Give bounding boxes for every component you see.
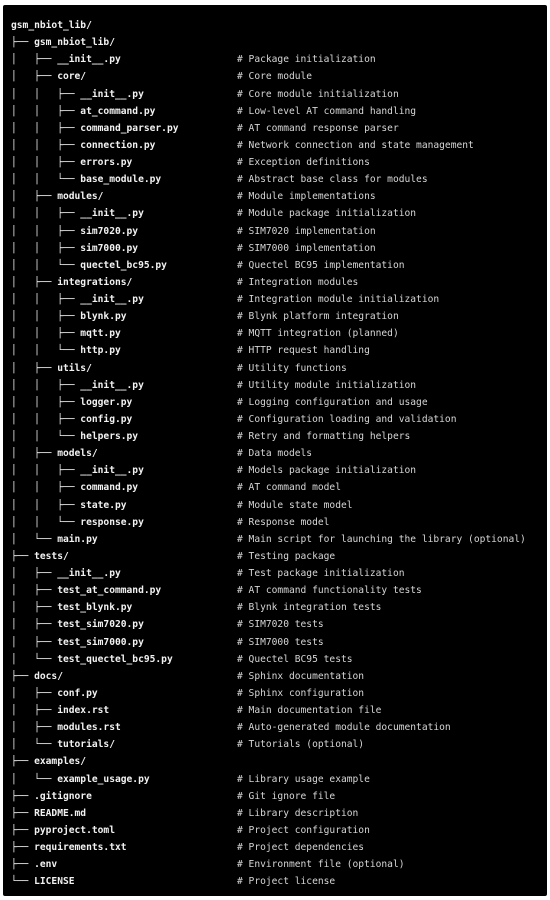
tree-entry: gsm_nbiot_lib/	[11, 20, 92, 31]
tree-comment: # Test package initialization	[237, 568, 405, 579]
tree-row	[11, 531, 547, 548]
tree-comment: # Exception definitions	[237, 157, 370, 168]
tree-comment: # SIM7020 implementation	[237, 225, 376, 237]
tree-entry: │ ├── test_sim7000.py	[11, 636, 144, 648]
tree-comment: # Library usage example	[237, 773, 370, 785]
tree-entry: │ └── tutorials/	[11, 739, 115, 751]
tree-comment: # Main documentation file	[237, 705, 382, 716]
tree-entry: │ ├── models/	[11, 448, 98, 460]
tree-entry: ├── gsm_nbiot_lib/	[11, 37, 115, 49]
tree-row	[11, 51, 547, 68]
tree-row	[11, 86, 547, 103]
tree-row	[11, 497, 547, 514]
tree-comment: # Project configuration	[237, 824, 370, 836]
tree-comment: # Configuration loading and validation	[237, 413, 457, 425]
tree-row	[11, 428, 547, 445]
tree-comment: # Logging configuration and usage	[237, 396, 428, 408]
tree-comment: # AT command response parser	[237, 122, 399, 134]
tree-row	[11, 582, 547, 599]
tree-comment: # Environment file (optional)	[237, 859, 405, 871]
tree-comment: # Project dependencies	[237, 842, 365, 853]
tree-comment: # Testing package	[237, 550, 336, 562]
tree-comment: # Blynk platform integration	[237, 311, 399, 323]
tree-entry: ├── .gitignore	[11, 790, 92, 802]
tree-row	[11, 68, 547, 85]
tree-entry: ├── pyproject.toml	[11, 824, 115, 836]
tree-comment: # Sphinx configuration	[237, 687, 365, 699]
tree-row	[11, 103, 547, 120]
tree-entry: │ │ ├── sim7020.py	[11, 225, 139, 237]
tree-comment: # Response model	[237, 516, 330, 528]
tree-row	[11, 685, 547, 702]
tree-comment: # SIM7000 implementation	[237, 242, 376, 254]
tree-comment: # Models package initialization	[237, 465, 417, 477]
tree-row	[11, 240, 547, 257]
tree-entry: ├── examples/	[11, 756, 87, 768]
terminal-window	[3, 5, 547, 896]
tree-row	[11, 788, 547, 805]
tree-row	[11, 736, 547, 753]
tree-comment: # MQTT integration (planned)	[237, 328, 399, 340]
tree-row	[11, 462, 547, 479]
tree-entry: │ ├── index.rst	[11, 705, 110, 716]
tree-comment: # Library description	[237, 807, 359, 819]
tree-row	[11, 154, 547, 171]
tree-row	[11, 411, 547, 428]
tree-row	[11, 137, 547, 154]
tree-comment: # Quectel BC95 implementation	[237, 259, 405, 271]
tree-entry: │ ├── __init__.py	[11, 568, 121, 579]
tree-comment: # Integration module initialization	[237, 294, 440, 305]
tree-entry: │ └── main.py	[11, 533, 98, 545]
tree-comment: # AT command model	[237, 482, 341, 494]
tree-row	[11, 188, 547, 205]
tree-row	[11, 342, 547, 359]
tree-entry: │ ├── test_blynk.py	[11, 602, 133, 614]
tree-comment: # Project license	[237, 876, 336, 888]
tree-row	[11, 223, 547, 240]
tree-entry: │ │ ├── sim7000.py	[11, 242, 139, 254]
tree-row	[11, 616, 547, 633]
tree-row	[11, 873, 547, 890]
tree-comment: # Utility module initialization	[237, 379, 417, 391]
tree-row	[11, 634, 547, 651]
tree-row	[11, 377, 547, 394]
tree-row	[11, 445, 547, 462]
tree-entry: │ ├── __init__.py	[11, 54, 121, 66]
tree-comment: # HTTP request handling	[237, 345, 370, 357]
tree-entry: │ │ └── base_module.py	[11, 174, 162, 186]
tree-entry: │ └── test_quectel_bc95.py	[11, 653, 173, 665]
tree-row	[11, 514, 547, 531]
tree-comment: # Core module initialization	[237, 88, 399, 100]
tree-entry: │ ├── modules/	[11, 191, 104, 203]
tree-comment: # Data models	[237, 448, 313, 460]
tree-entry: │ │ ├── state.py	[11, 499, 127, 511]
tree-comment: # Quectel BC95 tests	[237, 653, 353, 665]
tree-row	[11, 599, 547, 616]
tree-comment: # Auto-generated module documentation	[237, 722, 451, 734]
tree-entry: │ ├── modules.rst	[11, 722, 121, 734]
tree-entry: │ │ ├── blynk.py	[11, 311, 127, 323]
tree-comment: # SIM7000 tests	[237, 636, 324, 648]
tree-entry: │ │ ├── __init__.py	[11, 379, 144, 391]
tree-entry: ├── .env	[11, 859, 58, 871]
tree-row	[11, 394, 547, 411]
tree-entry: │ │ └── response.py	[11, 516, 144, 528]
tree-comment: # AT command functionality tests	[237, 585, 422, 597]
tree-comment: # Git ignore file	[237, 790, 336, 802]
tree-entry: ├── requirements.txt	[11, 842, 127, 853]
tree-entry: │ ├── conf.py	[11, 687, 98, 699]
tree-entry: │ │ ├── __init__.py	[11, 88, 144, 100]
directory-tree	[11, 17, 547, 890]
tree-entry: │ │ ├── at_command.py	[11, 105, 156, 117]
tree-row	[11, 856, 547, 873]
tree-row	[11, 805, 547, 822]
tree-row	[11, 325, 547, 342]
tree-comment: # Low-level AT command handling	[237, 105, 417, 117]
tree-entry: ├── README.md	[11, 807, 87, 819]
tree-entry: │ │ ├── mqtt.py	[11, 328, 121, 340]
tree-comment: # Network connection and state management	[237, 139, 474, 151]
tree-row	[11, 565, 547, 582]
tree-comment: # Package initialization	[237, 54, 376, 66]
tree-row	[11, 34, 547, 51]
tree-comment: # Main script for launching the library (optional)	[237, 533, 526, 545]
tree-row	[11, 171, 547, 188]
tree-comment: # Integration modules	[237, 276, 359, 288]
tree-entry: │ │ └── quectel_bc95.py	[11, 259, 167, 271]
tree-row	[11, 360, 547, 377]
tree-comment: # Tutorials (optional)	[237, 739, 365, 751]
tree-row	[11, 702, 547, 719]
tree-row	[11, 822, 547, 839]
tree-entry: │ │ ├── command.py	[11, 482, 139, 494]
tree-entry: ├── tests/	[11, 550, 69, 562]
tree-comment: # Utility functions	[237, 362, 347, 374]
tree-row	[11, 651, 547, 668]
tree-row	[11, 257, 547, 274]
tree-row	[11, 753, 547, 770]
tree-row	[11, 771, 547, 788]
tree-entry: ├── docs/	[11, 670, 63, 682]
tree-comment: # Module implementations	[237, 191, 376, 203]
tree-comment: # Retry and formatting helpers	[237, 431, 411, 442]
tree-row	[11, 479, 547, 496]
tree-comment: # Sphinx documentation	[237, 670, 365, 682]
tree-comment: # SIM7020 tests	[237, 619, 324, 631]
tree-row	[11, 668, 547, 685]
tree-row	[11, 719, 547, 736]
tree-entry: │ │ ├── config.py	[11, 413, 133, 425]
tree-entry: │ ├── integrations/	[11, 276, 133, 288]
tree-row	[11, 17, 547, 34]
tree-row	[11, 120, 547, 137]
tree-comment: # Module package initialization	[237, 208, 417, 220]
tree-entry: │ │ ├── __init__.py	[11, 294, 144, 305]
tree-entry: │ └── example_usage.py	[11, 773, 150, 785]
tree-row	[11, 205, 547, 222]
tree-entry: │ ├── test_at_command.py	[11, 585, 162, 597]
tree-entry: │ │ ├── __init__.py	[11, 208, 144, 220]
tree-entry: │ ├── utils/	[11, 362, 92, 374]
tree-entry: │ ├── core/	[11, 71, 87, 83]
tree-entry: │ ├── test_sim7020.py	[11, 619, 144, 631]
tree-entry: │ │ ├── errors.py	[11, 157, 133, 168]
tree-entry: │ │ ├── __init__.py	[11, 465, 144, 477]
tree-row	[11, 839, 547, 856]
tree-entry: └── LICENSE	[11, 876, 75, 888]
tree-entry: │ │ ├── command_parser.py	[11, 122, 179, 134]
tree-row	[11, 291, 547, 308]
tree-entry: │ │ ├── connection.py	[11, 139, 156, 151]
tree-comment: # Blynk integration tests	[237, 602, 382, 614]
tree-comment: # Core module	[237, 71, 313, 83]
tree-entry: │ │ └── helpers.py	[11, 431, 139, 442]
tree-comment: # Abstract base class for modules	[237, 174, 428, 186]
tree-entry: │ │ └── http.py	[11, 345, 121, 357]
tree-row	[11, 274, 547, 291]
tree-entry: │ │ ├── logger.py	[11, 396, 133, 408]
tree-row	[11, 548, 547, 565]
tree-comment: # Module state model	[237, 499, 353, 511]
tree-row	[11, 308, 547, 325]
